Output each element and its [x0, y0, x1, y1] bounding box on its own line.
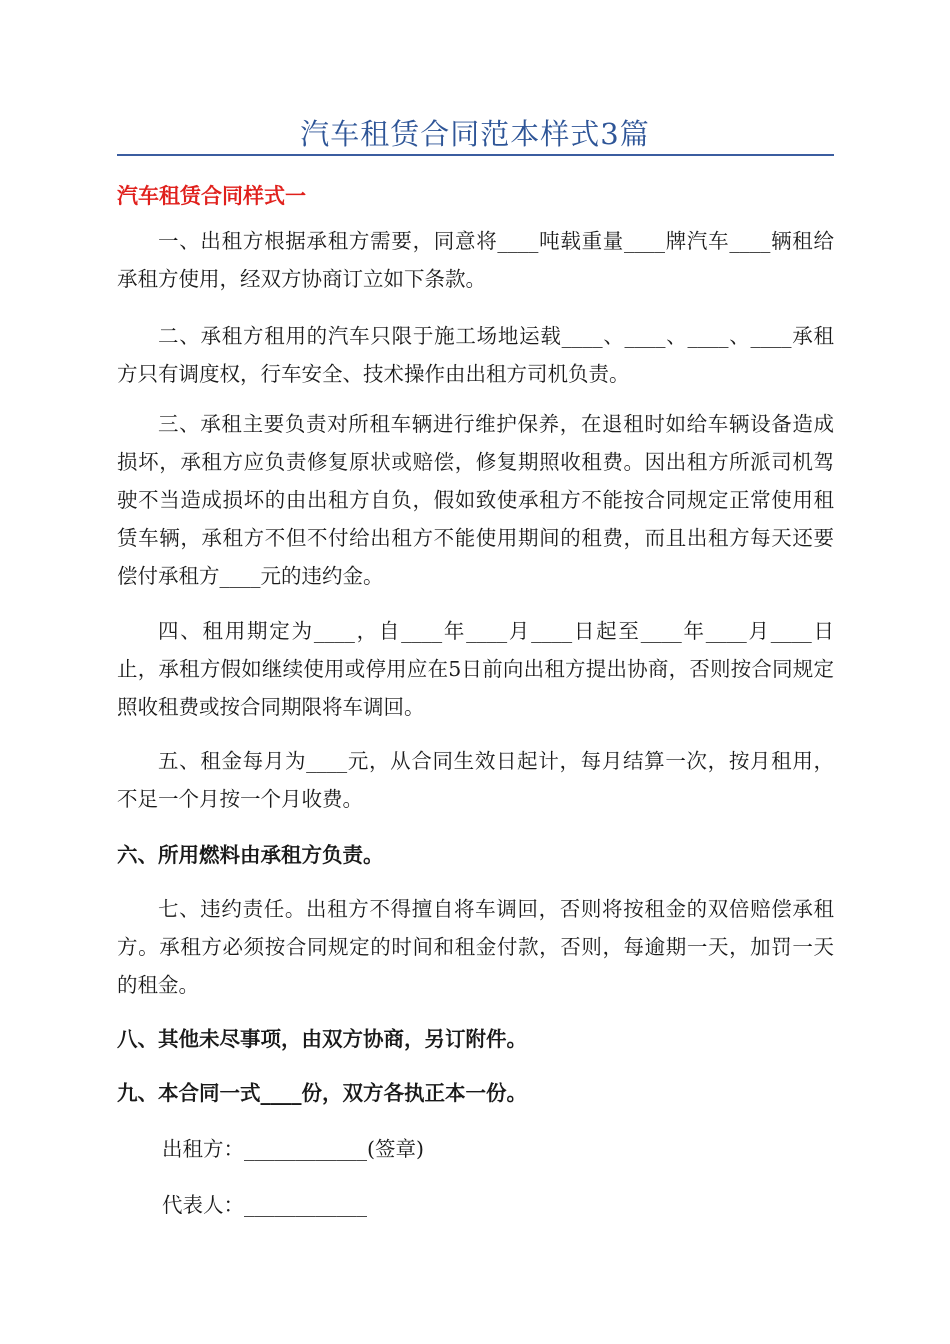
clause-8: 八、其他未尽事项，由双方协商，另订附件。 — [117, 1027, 527, 1051]
clause-6: 六、所用燃料由承租方负责。 — [117, 843, 384, 867]
clause-2: 二、承租方租用的汽车只限于施工场地运载____、____、____、____承租方只有调度权，行车安全、技术操作由出租方司机负责。 — [117, 324, 834, 386]
clause-5: 五、租金每月为____元，从合同生效日起计，每月结算一次，按月租用，不足一个月按一个月收费。 — [117, 749, 834, 811]
lessor-signature: 出租方：____________(签章) — [162, 1137, 424, 1161]
title-divider — [117, 154, 834, 156]
clause-1: 一、出租方根据承租方需要，同意将____吨载重量____牌汽车____辆租给承租方使用，经双方协商订立如下条款。 — [117, 229, 834, 291]
clause-3: 三、承租主要负责对所租车辆进行维护保养，在退租时如给车辆设备造成损坏，承租方应负责修复原状或赔偿，修复期照收租费。因出租方所派司机驾驶不当造成损坏的由出租方自负，假如致使承租方不能按合同规定正常使用租赁车辆，承租方不但不付给出租方不能使用期间的租费，而且出租方每天还要偿付承租方____元的违约金。 — [117, 412, 834, 588]
clause-4: 四、租用期定为____，自____年____月____日起至____年____月____日止，承租方假如继续使用或停用应在5日前向出租方提出协商，否则按合同规定照收租费或按合同期限将车调回。 — [117, 619, 834, 719]
representative-signature: 代表人：____________ — [162, 1193, 367, 1217]
clause-7: 七、违约责任。出租方不得擅自将车调回，否则将按租金的双倍赔偿承租方。承租方必须按合同规定的时间和租金付款，否则，每逾期一天，加罚一天的租金。 — [117, 897, 834, 997]
document-title: 汽车租赁合同范本样式3篇 — [300, 117, 650, 151]
clause-9: 九、本合同一式____份，双方各执正本一份。 — [117, 1081, 527, 1105]
section-title: 汽车租赁合同样式一 — [117, 184, 306, 208]
